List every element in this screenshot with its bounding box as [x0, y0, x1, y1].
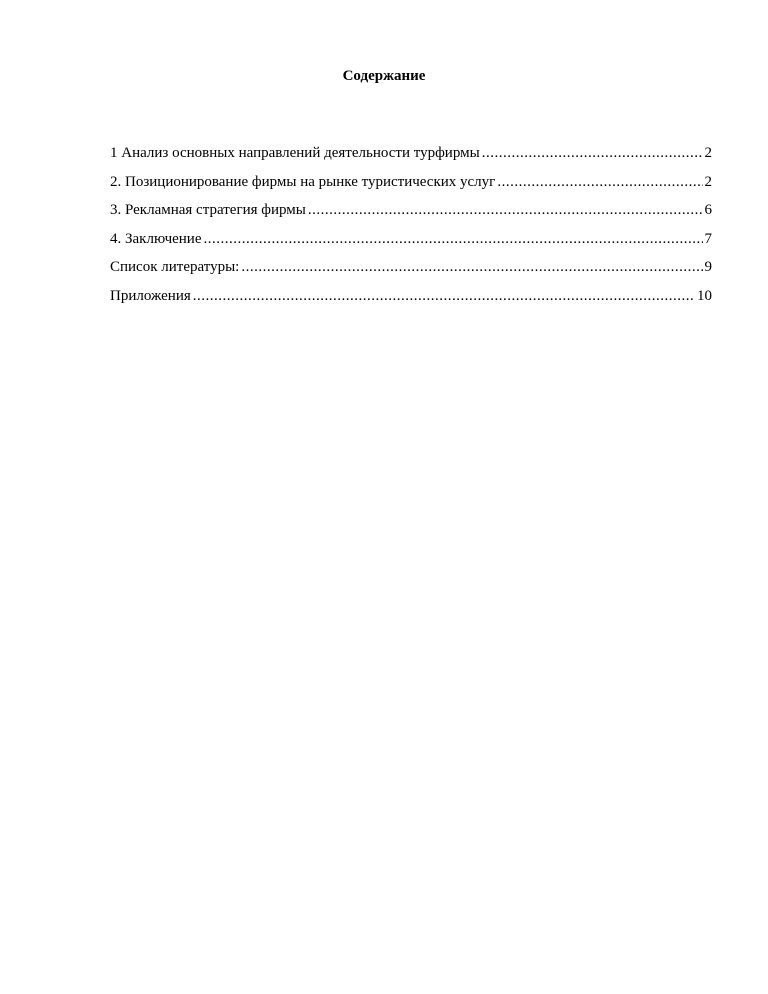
toc-dot-leader [241, 257, 702, 277]
toc-entry[interactable] [110, 200, 712, 229]
toc-page-number: 9 [704, 259, 712, 276]
toc-entry-text: 1 Анализ основных направлений деятельности турфирмы [110, 145, 480, 161]
toc-dot-leader [497, 172, 702, 192]
toc-page-number: 2 [704, 145, 712, 161]
toc-dot-leader [193, 286, 695, 306]
toc-entry-text: 2. Позиционирование фирмы на рынке туристических услуг [110, 173, 496, 190]
toc-entry-text: Список литературы: [110, 259, 240, 276]
toc-page-number: 6 [704, 202, 712, 219]
toc-entry-text: Приложения [110, 287, 191, 304]
toc-dot-leader [482, 143, 703, 163]
toc-entry-text: 3. Рекламная стратегия фирмы [110, 202, 306, 219]
toc-page-number: 10 [697, 287, 712, 304]
toc-entry[interactable] [110, 143, 712, 172]
toc-page-number: 7 [704, 230, 712, 247]
toc-dot-leader [308, 200, 703, 220]
toc-title: Содержание [342, 68, 426, 84]
toc-entry[interactable] [110, 286, 712, 315]
toc-entry[interactable] [110, 257, 712, 286]
toc-dot-leader [204, 229, 703, 249]
toc-page-number: 2 [704, 173, 712, 190]
toc-entry[interactable] [110, 172, 712, 201]
toc-entry-text: 4. Заключение [110, 230, 202, 247]
toc-list [110, 143, 712, 315]
toc-entry[interactable] [110, 229, 712, 258]
